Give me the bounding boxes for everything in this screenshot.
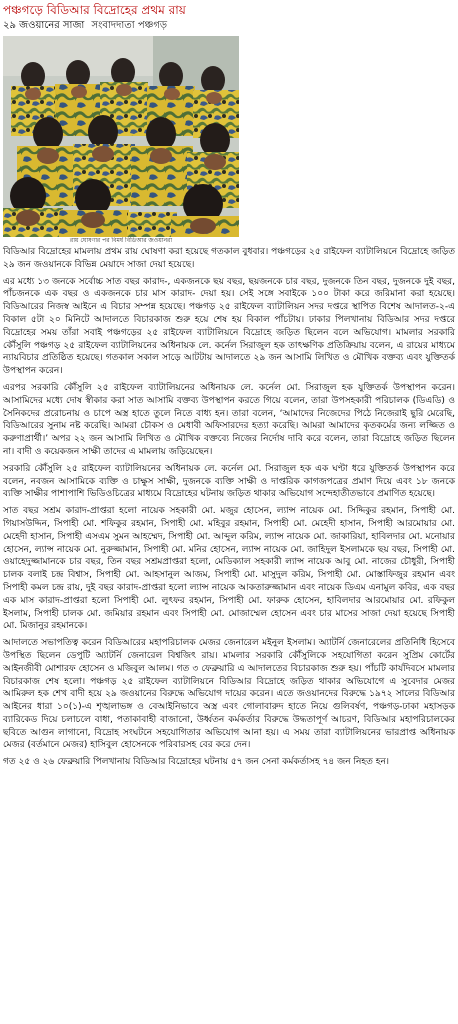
article-photo [3,36,239,237]
article-paragraph: গত ২৫ ও ২৬ ফেব্রুয়ারি পিলখানায় বিডিআর বিদ্রোহের ঘটনায় ৫৭ জন সেনা কর্মকর্তাসহ ৭৪ জন নিহত হন। [3,757,390,768]
article-paragraph: আদালতে সভাপতিত্ব করেন বিডিআরের মহাপরিচালক মেজর জেনারেল মইনুল ইসলাম। অ্যাটর্নি জেনারেলের প্রতিনিধি হিসেবে উপস্থিত ছিলেন ডেপুটি অ্যাটর্নি জেনারেল বিশ্বজিৎ রায়। মামলার সরকারি কৌঁসুলিকে সহযোগিতা করেন সুপ্রিম কোর্টের আইনজীবী মোশারফ হোসেন ও মজিবুল আলম। গত ৩ ফেব্রুয়ারি এ আদালতের বিচারকাজ শুরু হয়। পাঁচটি কার্যদিবসে মামলার বিচারকাজ শেষ হলো। পঞ্চগড় ২৫ রাইফেল ব্যাটালিয়নে বিডিআর বিদ্রোহে জড়িত থাকার অভিযোগে এ সুবেদার মেজর আমিরুল হক শেখ বাদী হয়ে ২৯ জওয়ানের বিরুদ্ধে অভিযোগ দায়ের করেন। এতে জওয়ানদের বিরুদ্ধে ১৯৭২ সালের বিডিআর আইনের ধারা ১০(১)-এ শৃঙ্খলাভঙ্গ ও বেআইনিভাবে অস্ত্র এবং গোলাবারুদ হাতে নিয়ে গুলিবর্ষণ, পঞ্চগড়-ঢাকা মহাসড়ক ব্যারিকেড দিয়ে চলাচলে বাধা, পতাকাবাহী বাজানো, উর্ধ্বতন কর্মকর্তার বিরুদ্ধে উদ্ধতাপূর্ণ আচরণ, বিডিআর মহাপরিচালকের ছবিতে আগুন লাগানো, বিদ্রোহ সংঘটনে সহযোগিতার অভিযোগ আনা হয়। এ সময় তারা ব্যাটালিয়নের ভারপ্রাপ্ত অধিনায়ক মেজর (বর্তমানে মেজর) হাসিবুল হোসেনকে পরিবারসহ বের করে দেন। [3,638,455,751]
article-paragraph: এরপর সরকারি কৌঁসুলি ২৫ রাইফেল ব্যাটালিয়নের অধিনায়ক লে. কর্নেল মো. সিরাজুল হক যুক্তিতর্ক উপস্থাপন করেন। আসামিদের মধ্যে দোষ স্বীকার করা সাত আসামি বক্তব্য উপস্থাপন করতে গিয়ে বলেন, তারা উপসহকারী পরিচালক (ডিএডি) ও সৈনিকদের প্ররোচনায় ও চাপে অস্ত্র হাতে তুলে নিতে বাধ্য হন। তারা বলেন, ‘আমাদের নিজেদের পিঠে নিজেরাই ছুরি মেরেছি, বিডিআরের সুনাম নষ্ট করেছি। আমরা চৌকস ও মেধাবী অফিসারদের হত্যা করেছি। আমরা আমাদের কৃতকর্মের জন্য লজ্জিত ও করুণাপ্রার্থী।’ অপর ২২ জন আসামি লিখিত ও মৌখিক বক্তব্যে নিজের নির্দোষ দাবি করে বলেন, তারা বিদ্রোহে জড়িত ছিলেন না। বাদী ও কয়েকজন সাক্ষী তাদের এ মামলায় জড়িয়েছেন। [3,382,455,457]
article-subheadline-row [3,19,455,33]
article-paragraph: এর মধ্যে ১৩ জনকে সর্বোচ্চ সাত বছর কারাদ-, একজনকে ছয় বছর, ছয়জনকে চার বছর, দুজনকে তিন বছর, দুজনকে দুই বছর, পাঁচজনকে এক বছর ও একজনকে চার মাস কারাদ- দেয়া হয়। সেই সঙ্গে সবাইকে ১০০ টাকা করে জরিমানা করা হয়েছে। বিডিআরের নিজস্ব আইনে এ বিচার সম্পন্ন হয়েছে। পঞ্চগড় ২৫ রাইফেল ব্যাটালিয়ন সদর দপ্তরে স্থাপিত বিশেষ আদালত-২-এ বিকাল ৫টা ২০ মিনিটে আদালতে বিচারকাজ শুরু হয়ে শেষ হয় বিকাল পাঁচটায়। ঢাকার পিলখানায় বিডিআর সদর দপ্তরে বিদ্রোহের সময় তাঁরা সবাই পঞ্চগড়ের ২৫ রাইফেল ব্যাটালিয়নে বিদ্রোহে জড়িত ছিলেন বলে অভিযোগ। মামলার সরকারি কৌঁসুলি পঞ্চগড় ২৫ রাইফেল ব্যাটালিয়নের অধিনায়ক লে. কর্নেল সিরাজুল হক তাৎক্ষণিক প্রতিক্রিয়ায় বলেন, এ রায়ের মাধ্যমে ন্যায়বিচার প্রতিষ্ঠিত হয়েছে। গতকাল সকাল সাড়ে আটটায় আদালতে ২৯ জন আসামি লিখিত ও মৌখিক বক্তব্য এবং যুক্তিতর্ক উপস্থাপন করেন। [3,276,455,377]
article-body [3,246,455,773]
article-paragraph: সরকারি কৌঁসুলি ২৫ রাইফেল ব্যাটালিয়নের অধিনায়ক লে. কর্নেল মো. সিরাজুল হক এক ঘণ্টা ধরে যুক্তিতর্ক উপস্থাপন করে বলেন, নবজন আসামিকে ব্যক্তি ও চাক্ষুস সাক্ষী, দুজনকে ব্যক্তি সাক্ষী ও দাপ্তরিক কাগজপত্রের প্রমাণ দিয়ে এবং ১৮ জনকে ব্যক্তি সাক্ষীর পাশাপাশি ভিডিওচিত্রের মাধ্যমে বিদ্রোহের ঘটনায় জড়িত থাকার অভিযোগ সন্দেহাতীতভাবে প্রমাণিত হয়েছে। [3,463,455,500]
article-paragraph: বিডিআর বিদ্রোহের মামলায় প্রথম রায় ঘোষণা করা হয়েছে গতকাল বুধবার। পঞ্চগড়ের ২৫ রাইফেল ব্যাটালিয়নে বিদ্রোহে জড়িত ২৯ জন জওয়ানকে বিভিন্ন মেয়াদে সাজা দেয়া হয়েছে। [3,247,455,270]
photo-caption: রায় ঘোষণার পর বিমর্ষ বিডিআর জওয়ানরা [69,237,173,244]
article-paragraph: সাত বছর সশ্রম কারাদ-প্রাপ্তরা হলো নায়েক সহকারী মো. মজুর হোসেন, ল্যান্স নায়েক মো. সিদ্দিকুর রহমান, সিপাহী মো. গিয়াসউদ্দিন, সিপাহী মো. শফিকুর রহমান, সিপাহী মো. মহিবুর রহমান, সিপাহী মো. মেহেদী হাসান, সিপাহী আরমোয়ার মো. মেহেদী হাসান, সিপাহী এসএম সুমন আহম্মেদ, সিপাহী মো. আব্দুল করিম, ল্যান্স নায়েক মো. জাকারিয়া, হাবিলদার মো. মনোয়ার হোসেন, ল্যান্স নায়েক মো. নুরুজ্জামান, সিপাহী মো. মনির হোসেন, ল্যান্স নায়েক মো. জাহিদুল ইসলামকে ছয় বছর, সিপাহী মো. ওয়াহেদুজ্জামানকে চার বছর, তিন বছর সশ্রমপ্রাপ্তরা হলো, মেডিক্যাল সহকারী ল্যান্স নায়েক আবু মো. নাজের চৌধুরী, সিপাহী চালক বলাই চন্দ্র বিশ্বাস, সিপাহী মো. আহসানুল আজম, সিপাহী মো. মাসুদুল করিম, সিপাহী মো. মোস্তাফিজুর রহমান এবং সিপাহী কমল চন্দ্র রায়, দুই বছর কারাদ-প্রাপ্তরা হলো ল্যান্স নায়েক আকতারুজ্জামান এবং নায়েক ডিএম এনামুল কবির, এক বছর এক মাস কারাদ-প্রাপ্তরা হলো সিপাহী মো. লুৎফর রহমান, সিপাহী মো. ফারুক হোসেন, হাবিলদার আরমোয়ার মো. রফিকুল ইসলাম, সিপাহী চালক মো. জমিয়ার রহমান এবং সিপাহী মো. মোজাম্মেল হোসেন এবং চার মাসের সাজা দেয়া হয়েছে সিপাহী মো. মিজানুর রহমানকে। [3,506,455,632]
article-headline: পঞ্চগড়ে বিডিআর বিদ্রোহের প্রথম রায় [3,3,186,17]
article-source: সংবাদদাতা পঞ্চগড় [91,20,168,31]
photo-illustration [3,36,239,237]
article-subheadline: ২৯ জওয়ানের সাজা [3,20,85,31]
